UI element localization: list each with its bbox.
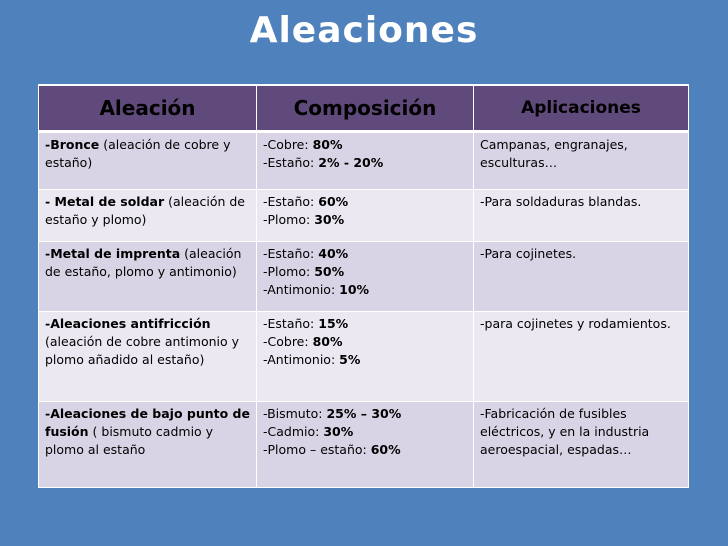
- component-label: -Plomo – estaño:: [263, 442, 371, 457]
- table-row: [39, 242, 689, 312]
- component-label: -Plomo:: [263, 264, 315, 279]
- component-value: 40%: [318, 246, 349, 261]
- component-value: 30%: [323, 424, 354, 439]
- component-value: 25% – 30%: [326, 406, 402, 421]
- table-header-row: [39, 85, 689, 132]
- alloy-description: ( bismuto cadmio y plomo al estaño: [45, 424, 214, 457]
- alloy-name: -Aleaciones de bajo punto de fusión: [45, 406, 250, 439]
- composition-cell: [257, 132, 474, 190]
- component-value: 80%: [312, 137, 343, 152]
- component-label: -Estaño:: [263, 316, 319, 331]
- component-label: -Estaño:: [263, 194, 319, 209]
- applications-cell: -Para soldaduras blandas.: [474, 190, 689, 242]
- alloy-cell: [39, 312, 257, 402]
- header-applications: Aplicaciones: [474, 85, 689, 132]
- composition-line: [263, 245, 467, 263]
- alloys-table: [38, 84, 689, 488]
- composition-cell: [257, 402, 474, 488]
- composition-line: [263, 281, 467, 299]
- component-value: 15%: [318, 316, 349, 331]
- composition-line: [263, 351, 467, 369]
- composition-cell: [257, 190, 474, 242]
- component-value: 2% - 20%: [318, 155, 384, 170]
- applications-cell: -Fabricación de fusibles eléctricos, y en la industria aeroespacial, espadas…: [474, 402, 689, 488]
- component-label: -Estaño:: [263, 155, 319, 170]
- composition-line: [263, 423, 467, 441]
- applications-cell: -para cojinetes y rodamientos.: [474, 312, 689, 402]
- composition-cell: [257, 312, 474, 402]
- applications-cell: Campanas, engranajes, esculturas…: [474, 132, 689, 190]
- composition-line: [263, 333, 467, 351]
- component-value: 50%: [314, 264, 345, 279]
- component-value: 60%: [318, 194, 349, 209]
- table-row: [39, 312, 689, 402]
- component-value: 10%: [339, 282, 370, 297]
- component-value: 80%: [312, 334, 343, 349]
- component-value: 30%: [314, 212, 345, 227]
- composition-line: [263, 441, 467, 459]
- composition-line: [263, 136, 467, 154]
- composition-cell: [257, 242, 474, 312]
- composition-line: [263, 193, 467, 211]
- composition-line: [263, 211, 467, 229]
- alloy-cell: [39, 242, 257, 312]
- alloy-description: (aleación de cobre y estaño): [45, 137, 231, 170]
- header-composition: Composición: [257, 85, 474, 132]
- component-value: 5%: [339, 352, 361, 367]
- component-label: -Bismuto:: [263, 406, 327, 421]
- slide-title: Aleaciones: [249, 10, 479, 51]
- alloy-description: (aleación de estaño y plomo): [45, 194, 245, 227]
- composition-line: [263, 263, 467, 281]
- alloy-description: (aleación de estaño, plomo y antimonio): [45, 246, 242, 279]
- table-row: [39, 132, 689, 190]
- component-label: -Plomo:: [263, 212, 315, 227]
- header-alloy: Aleación: [39, 85, 257, 132]
- table-row: [39, 402, 689, 488]
- component-label: -Estaño:: [263, 246, 319, 261]
- component-value: 60%: [370, 442, 401, 457]
- alloy-cell: [39, 402, 257, 488]
- table-row: [39, 190, 689, 242]
- alloy-name: -Aleaciones antifricción: [45, 316, 211, 331]
- component-label: -Cadmio:: [263, 424, 324, 439]
- composition-line: [263, 315, 467, 333]
- component-label: -Antimonio:: [263, 282, 340, 297]
- composition-line: [263, 154, 467, 172]
- component-label: -Cobre:: [263, 137, 313, 152]
- alloy-name: -Metal de imprenta: [45, 246, 181, 261]
- component-label: -Antimonio:: [263, 352, 340, 367]
- alloy-cell: [39, 190, 257, 242]
- alloy-description: (aleación de cobre antimonio y plomo añadido al estaño): [45, 334, 240, 367]
- applications-cell: -Para cojinetes.: [474, 242, 689, 312]
- alloy-name: -Bronce: [45, 137, 100, 152]
- alloy-cell: [39, 132, 257, 190]
- component-label: -Cobre:: [263, 334, 313, 349]
- composition-line: [263, 405, 467, 423]
- alloy-name: - Metal de soldar: [45, 194, 165, 209]
